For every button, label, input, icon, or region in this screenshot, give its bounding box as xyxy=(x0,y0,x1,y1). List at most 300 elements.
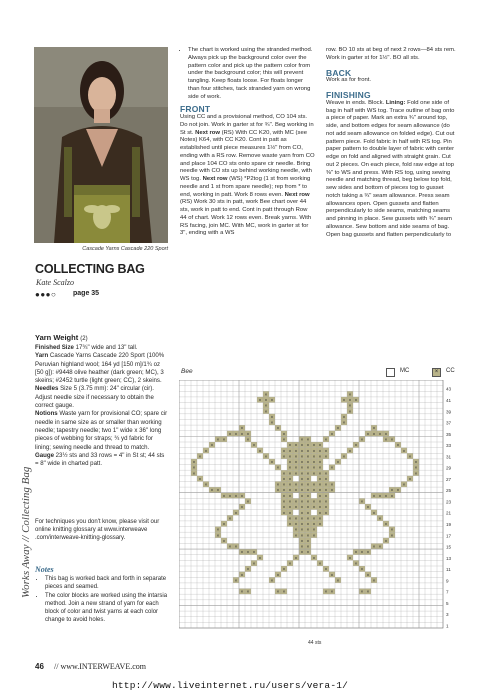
chart-cc-mark: × xyxy=(288,448,292,454)
chart-cc-mark: × xyxy=(240,589,244,595)
chart-cc-mark: × xyxy=(294,487,298,493)
chart-cc-mark: × xyxy=(312,521,316,527)
chart-cc-mark: × xyxy=(312,555,316,561)
chart-cc-mark: × xyxy=(300,538,304,544)
chart-cc-mark: × xyxy=(348,555,352,561)
chart-cc-mark: × xyxy=(306,515,310,521)
chart-cc-mark: × xyxy=(306,465,310,471)
chart-cc-mark: × xyxy=(288,476,292,482)
chart-cc-mark: × xyxy=(414,470,418,476)
chart-cc-mark: × xyxy=(378,515,382,521)
chart-cc-mark: × xyxy=(372,544,376,550)
chart-cc-mark: × xyxy=(330,572,334,578)
chart-row-label: 39 xyxy=(446,409,452,415)
chart-cc-mark: × xyxy=(282,476,286,482)
techniques-note: For techniques you don't know, please visit our online knitting glossary at www.interweave .com/interweave-knitting-glossary. xyxy=(35,519,160,541)
chart-cc-mark: × xyxy=(318,521,322,527)
chart-cc-mark: × xyxy=(324,482,328,488)
chart-cc-mark: × xyxy=(324,453,328,459)
finishing-instructions xyxy=(326,100,458,240)
chart-cc-mark: × xyxy=(282,487,286,493)
chart-cc-mark: × xyxy=(288,442,292,448)
spec-text: 17¾" wide and 13" tall. xyxy=(73,344,138,351)
chart-cc-mark: × xyxy=(288,493,292,499)
chart-row-label: 17 xyxy=(446,533,452,539)
yarn-weight-icon: (2) xyxy=(80,336,88,342)
chart-cc-mark: × xyxy=(222,493,226,499)
finishing-heading: FINISHING xyxy=(326,90,371,100)
chart-cc-mark: × xyxy=(300,448,304,454)
text-run: Using CC and a provisional method, CO 104 sts. Do not join. Work in garter st for ¾". Beg working in St st. xyxy=(180,114,314,136)
chart-cc-mark: × xyxy=(204,482,208,488)
chart-cc-mark: × xyxy=(222,521,226,527)
chart-cc-mark: × xyxy=(312,453,316,459)
text-run: Fold one side of bag in half with WS tog. Trace outline of bag onto a piece of paper. Mark an extra ¾" around top, side, and bottom edges for seam allowance (do not add seam allowance on folded edge). Cut out pattern piece. Fold fabric in half with RS tog. Pin paper pattern to double layer of fabric with center edge on fold and aligned with straight grain. Cut out 2 pieces. On each piece, fold raw edge at top ⅜" to WS and press. With RS tog, using sewing needle and matching thread, beg below top fold, sew sides and bottom of pieces tog to gusset notch taking a ¾" seam allowance. Press seam allowances open. Open gussets and flatten perpendicularly to side seams, matching seams and pinning in place. Sew gussets with ¾" seam allowance. Sew bottom and side seams of bag. Open bag gussets and flatten perpendicularly to xyxy=(326,99,455,238)
chart-cc-mark: × xyxy=(216,527,220,533)
chart-cc-mark: × xyxy=(300,470,304,476)
chart-cc-mark: × xyxy=(228,493,232,499)
chart-cc-mark: × xyxy=(354,560,358,566)
chart-cc-mark: × xyxy=(216,487,220,493)
spec-item xyxy=(35,344,169,352)
chart-cc-mark: × xyxy=(330,589,334,595)
legend-cc-swatch: × xyxy=(432,368,441,377)
chart-cc-mark: × xyxy=(282,493,286,499)
emphasis-run: Next row xyxy=(202,176,228,182)
chart-cc-mark: × xyxy=(228,515,232,521)
chart-cc-mark: × xyxy=(282,589,286,595)
chart-cc-mark: × xyxy=(288,498,292,504)
chart-cc-mark: × xyxy=(312,459,316,465)
chart-row-label: 13 xyxy=(446,555,452,561)
chart-cc-mark: × xyxy=(204,448,208,454)
chart-cc-mark: × xyxy=(282,566,286,572)
chart-cc-mark: × xyxy=(312,442,316,448)
chart-row-label: 23 xyxy=(446,499,452,505)
chart-cc-mark: × xyxy=(240,425,244,431)
chart-cc-mark: × xyxy=(300,527,304,533)
chart-cc-mark: × xyxy=(342,414,346,420)
chart-cc-mark: × xyxy=(372,431,376,437)
chart-row-label: 9 xyxy=(446,578,449,584)
chart-cc-mark: × xyxy=(270,459,274,465)
yarn-weight-label: Yarn Weight xyxy=(35,333,79,342)
chart-cc-mark: × xyxy=(390,532,394,538)
chart-cc-mark: × xyxy=(294,504,298,510)
chart-cc-mark: × xyxy=(270,420,274,426)
column-3 xyxy=(326,47,458,239)
chart-cc-mark: × xyxy=(228,544,232,550)
chart-cc-mark: × xyxy=(264,397,268,403)
chart-cc-mark: × xyxy=(312,515,316,521)
chart-cc-mark: × xyxy=(246,431,250,437)
spec-text: Waste yarn for provisional CO; spare cir needle in same size as or smaller than working needle; tapestry needle; two 1" wide x 36" long pieces of webbing for straps; ¾ yd fabric for lining; sewing needle and thread to match. xyxy=(35,410,168,451)
chart-cc-mark: × xyxy=(390,436,394,442)
spec-text: Cascade Yarns Cascade 220 Sport (100% Peruvian highland wool; 164 yd [150 m]/1¾ oz [50 g]): #9448 olive heather (dark green; MC), 3 skeins; #2452 turtle (light green; CC), 2 skeins. xyxy=(35,352,165,385)
chart-cc-mark: × xyxy=(306,487,310,493)
text-run: (RS) With CC K20, with MC (see Notes) K64, with CC K20. Cont in patt as established until piece measures 1½" from CO, ending with a RS row. Remove waste yarn from CO and place 104 CO sts onto spare cir needle. Bring needle with CO sts up behind working needle, with WS tog. xyxy=(180,129,315,182)
chart-cc-mark: × xyxy=(384,431,388,437)
chart-cc-mark: × xyxy=(288,515,292,521)
chart-cc-mark: × xyxy=(348,391,352,397)
difficulty-rating: ●●●○ xyxy=(35,290,57,299)
chart-cc-mark: × xyxy=(324,487,328,493)
chart-cc-mark: × xyxy=(234,510,238,516)
chart-cc-mark: × xyxy=(366,572,370,578)
chart-cc-mark: × xyxy=(300,498,304,504)
chart-cc-mark: × xyxy=(390,493,394,499)
chart-cc-mark: × xyxy=(300,493,304,499)
chart-cc-mark: × xyxy=(294,527,298,533)
chart-note-bullet: • The chart is worked using the stranded method. Always pick up the background color over the pattern color and pick up the pattern color from under the background color; this will prevent tangling. Keep floats loose. For floats longer than four stitches, tack stranded yarn on wrong side of work. xyxy=(188,47,315,101)
chart-cc-mark: × xyxy=(372,493,376,499)
chart-cc-mark: × xyxy=(330,487,334,493)
chart-cc-mark: × xyxy=(318,453,322,459)
chart-cc-mark: × xyxy=(294,498,298,504)
chart-cc-mark: × xyxy=(264,408,268,414)
chart-cc-mark: × xyxy=(300,453,304,459)
chart-cc-mark: × xyxy=(378,431,382,437)
chart-cc-mark: × xyxy=(240,431,244,437)
chart-cc-mark: × xyxy=(282,431,286,437)
chart-cc-mark: × xyxy=(312,504,316,510)
chart-row-label: 37 xyxy=(446,420,452,426)
chart-cc-mark: × xyxy=(348,408,352,414)
chart-cc-mark: × xyxy=(282,470,286,476)
chart-cc-mark: × xyxy=(318,515,322,521)
chart-row-label: 7 xyxy=(446,589,449,595)
text-run: Weave in ends. Block. xyxy=(326,99,386,106)
notes-list xyxy=(35,576,169,626)
chart-cc-mark: × xyxy=(300,436,304,442)
chart-cc-mark: × xyxy=(312,470,316,476)
emphasis-run: Lining: xyxy=(385,99,406,106)
chart-cc-mark: × xyxy=(306,459,310,465)
chart-cc-mark: × xyxy=(342,453,346,459)
chart-cc-mark: × xyxy=(378,493,382,499)
chart-cc-mark: × xyxy=(306,527,310,533)
spec-text: 23½ sts and 33 rows = 4" in St st; 44 sts = 8" wide in charted patt. xyxy=(35,451,165,468)
chart-cc-mark: × xyxy=(294,448,298,454)
chart-cc-mark: × xyxy=(240,549,244,555)
side-tab-label: Works Away // Collecting Bag xyxy=(20,466,32,598)
chart-cc-mark: × xyxy=(384,436,388,442)
chart-row-label: 33 xyxy=(446,443,452,449)
chart-cc-mark: × xyxy=(282,510,286,516)
footer-page-number: 46 xyxy=(35,662,44,671)
chart-cc-mark: × xyxy=(222,436,226,442)
chart-cc-mark: × xyxy=(300,504,304,510)
chart-title: Bee xyxy=(181,368,193,375)
chart-row-label: 19 xyxy=(446,521,452,527)
chart-cc-mark: × xyxy=(240,493,244,499)
chart-cc-mark: × xyxy=(402,448,406,454)
chart-cc-mark: × xyxy=(282,498,286,504)
chart-cc-mark: × xyxy=(330,465,334,471)
chart-cc-mark: × xyxy=(342,397,346,403)
chart-cc-mark: × xyxy=(306,448,310,454)
chart-cc-mark: × xyxy=(366,504,370,510)
chart-cc-mark: × xyxy=(306,538,310,544)
chart-cc-mark: × xyxy=(360,436,364,442)
chart-cc-mark: × xyxy=(318,482,322,488)
chart-cc-mark: × xyxy=(210,442,214,448)
chart-cc-mark: × xyxy=(312,532,316,538)
chart-cc-mark: × xyxy=(354,442,358,448)
chart-cc-mark: × xyxy=(402,482,406,488)
chart-cc-mark: × xyxy=(216,532,220,538)
chart-footer: 44 sts xyxy=(308,640,322,646)
chart-cc-mark: × xyxy=(330,431,334,437)
chart-cc-mark: × xyxy=(282,448,286,454)
specs-list xyxy=(35,344,169,468)
chart-cc-mark: × xyxy=(318,442,322,448)
chart-cc-mark: × xyxy=(324,510,328,516)
chart-cc-mark: × xyxy=(300,549,304,555)
chart-cc-mark: × xyxy=(324,498,328,504)
model-photo xyxy=(34,47,168,243)
chart-cc-mark: × xyxy=(318,448,322,454)
chart-cc-mark: × xyxy=(282,482,286,488)
chart-cc-mark: × xyxy=(246,566,250,572)
chart-cc-mark: × xyxy=(318,476,322,482)
notes-heading: Notes xyxy=(35,565,54,574)
chart-cc-mark: × xyxy=(210,487,214,493)
chart-cc-mark: × xyxy=(396,442,400,448)
chart-cc-mark: × xyxy=(324,448,328,454)
chart-cc-mark: × xyxy=(300,442,304,448)
chart-cc-mark: × xyxy=(234,577,238,583)
chart-cc-mark: × xyxy=(306,470,310,476)
page-reference: page 35 xyxy=(73,290,100,297)
chart-cc-mark: × xyxy=(252,549,256,555)
chart-cc-mark: × xyxy=(318,498,322,504)
emphasis-run: Next row xyxy=(284,191,310,198)
chart-cc-mark: × xyxy=(312,482,316,488)
spec-label: Finished Size xyxy=(35,344,74,351)
chart-cc-mark: × xyxy=(294,465,298,471)
legend-mc-label: MC xyxy=(400,368,410,374)
chart-cc-mark: × xyxy=(192,459,196,465)
chart-cc-mark: × xyxy=(324,566,328,572)
chart-cc-mark: × xyxy=(258,448,262,454)
chart-cc-mark: × xyxy=(288,487,292,493)
chart-cc-mark: × xyxy=(294,482,298,488)
chart-cc-mark: × xyxy=(372,510,376,516)
spec-item xyxy=(35,452,169,469)
chart-cc-mark: × xyxy=(354,549,358,555)
chart-cc-mark: × xyxy=(288,470,292,476)
chart-cc-mark: × xyxy=(288,465,292,471)
chart-cc-mark: × xyxy=(318,510,322,516)
back-heading: BACK xyxy=(326,67,352,78)
spec-item xyxy=(35,410,169,451)
chart-cc-mark: × xyxy=(312,465,316,471)
chart-cc-mark: × xyxy=(276,572,280,578)
chart-row-label: 15 xyxy=(446,544,452,550)
spec-label: Yarn xyxy=(35,352,49,360)
watermark-url: http://www.liveinternet.ru/users/vera-1/ xyxy=(112,680,349,691)
chart-cc-mark: × xyxy=(270,414,274,420)
chart-cc-mark: × xyxy=(384,493,388,499)
chart-cc-mark: × xyxy=(294,521,298,527)
chart-cc-mark: × xyxy=(240,572,244,578)
chart-row-label: 25 xyxy=(446,488,452,494)
chart-row-label: 41 xyxy=(446,397,452,403)
column-2 xyxy=(180,47,315,238)
chart-cc-mark: × xyxy=(198,453,202,459)
chart-cc-mark: × xyxy=(384,538,388,544)
chart-cc-mark: × xyxy=(318,504,322,510)
model-photo-illustration xyxy=(34,47,168,243)
chart-cc-mark: × xyxy=(282,436,286,442)
chart-cc-mark: × xyxy=(192,470,196,476)
chart-cc-mark: × xyxy=(354,397,358,403)
chart-cc-mark: × xyxy=(324,504,328,510)
chart-cc-mark: × xyxy=(288,459,292,465)
chart-cc-mark: × xyxy=(276,465,280,471)
chart-cc-mark: × xyxy=(300,521,304,527)
chart-cc-mark: × xyxy=(258,397,262,403)
chart-cc-mark: × xyxy=(318,493,322,499)
chart-cc-mark: × xyxy=(288,482,292,488)
chart-cc-mark: × xyxy=(348,448,352,454)
chart-cc-mark: × xyxy=(300,510,304,516)
spec-text: Size 5 (3.75 mm): 24" circular (cir). Adjust needle size if necessary to obtain the correct gauge. xyxy=(35,385,154,410)
chart-cc-mark: × xyxy=(306,549,310,555)
chart-cc-mark: × xyxy=(288,504,292,510)
chart-cc-mark: × xyxy=(288,521,292,527)
chart-cc-mark: × xyxy=(276,589,280,595)
chart-cc-mark: × xyxy=(312,448,316,454)
chart-cc-mark: × xyxy=(318,459,322,465)
spec-label: Notions xyxy=(35,410,58,418)
yarn-weight-heading xyxy=(35,333,88,342)
front-heading: FRONT xyxy=(180,104,211,115)
chart-cc-mark: × xyxy=(294,470,298,476)
chart-cc-mark: × xyxy=(246,436,250,442)
chart-cc-mark: × xyxy=(312,498,316,504)
chart-cc-mark: × xyxy=(294,555,298,561)
chart-cc-mark: × xyxy=(336,577,340,583)
chart-cc-mark: × xyxy=(324,476,328,482)
chart-cc-mark: × xyxy=(216,436,220,442)
chart-cc-mark: × xyxy=(396,487,400,493)
chart-cc-mark: × xyxy=(324,436,328,442)
chart-cc-mark: × xyxy=(306,493,310,499)
chart-cc-mark: × xyxy=(246,498,250,504)
chart-cc-mark: × xyxy=(264,453,268,459)
chart-row-label: 3 xyxy=(446,612,449,618)
front-continued: row. BO 10 sts at beg of next 2 rows—84 sts rem. Work in garter st for 1½". BO all sts. xyxy=(326,47,456,61)
chart-cc-mark: × xyxy=(276,487,280,493)
legend-mc-swatch xyxy=(386,368,395,377)
chart-cc-mark: × xyxy=(336,425,340,431)
chart-cc-mark: × xyxy=(414,459,418,465)
chart-row-label: 5 xyxy=(446,600,449,606)
chart-cc-mark: × xyxy=(318,487,322,493)
chart-cc-mark: × xyxy=(318,470,322,476)
chart-cc-mark: × xyxy=(414,465,418,471)
chart-cc-mark: × xyxy=(306,453,310,459)
chart-cc-mark: × xyxy=(306,476,310,482)
chart-cc-mark: × xyxy=(324,493,328,499)
chart-cc-mark: × xyxy=(294,532,298,538)
chart-cc-mark: × xyxy=(312,527,316,533)
chart-cc-mark: × xyxy=(372,577,376,583)
chart-cc-mark: × xyxy=(366,549,370,555)
chart-cc-mark: × xyxy=(246,589,250,595)
chart-cc-mark: × xyxy=(228,431,232,437)
chart-cc-mark: × xyxy=(300,515,304,521)
spec-label: Needles xyxy=(35,385,59,393)
chart-row-label: 31 xyxy=(446,454,452,460)
chart-cc-mark: × xyxy=(258,555,262,561)
section-side-tab xyxy=(2,268,32,608)
chart-cc-mark: × xyxy=(342,420,346,426)
chart-cc-mark: × xyxy=(300,465,304,471)
note-item: • This bag is worked back and forth in separate pieces and seamed. xyxy=(45,576,169,591)
pattern-title: COLLECTING BAG xyxy=(35,262,145,276)
legend-cc-label: CC xyxy=(446,368,455,374)
chart-row-label: 35 xyxy=(446,431,452,437)
chart-cc-mark: × xyxy=(330,482,334,488)
chart-cc-mark: × xyxy=(288,453,292,459)
chart-cc-mark: × xyxy=(276,425,280,431)
chart-cc-mark: × xyxy=(300,459,304,465)
chart-cc-mark: × xyxy=(282,504,286,510)
chart-cc-mark: × xyxy=(192,465,196,471)
chart-cc-mark: × xyxy=(366,431,370,437)
text-run: (WS) *P2tog (1 st from working needle and 1 st from spare needle); rep from * to end, working in patt. Work 8 rows even. xyxy=(180,176,311,198)
chart-cc-mark: × xyxy=(348,403,352,409)
chart-cc-mark: × xyxy=(240,504,244,510)
chart-cc-mark: × xyxy=(390,487,394,493)
chart-cc-mark: × xyxy=(306,532,310,538)
chart-cc-mark: × xyxy=(306,504,310,510)
chart-cc-mark: × xyxy=(234,544,238,550)
chart-cc-mark: × xyxy=(306,482,310,488)
chart-cc-mark: × xyxy=(360,549,364,555)
bee-chart xyxy=(179,380,458,634)
chart-cc-mark: × xyxy=(306,521,310,527)
chart-cc-mark: × xyxy=(378,544,382,550)
chart-cc-mark: × xyxy=(222,538,226,544)
spec-label: Gauge xyxy=(35,451,54,459)
chart-cc-mark: × xyxy=(252,442,256,448)
front-instructions xyxy=(180,114,315,238)
chart-cc-mark: × xyxy=(306,544,310,550)
emphasis-run: Next row xyxy=(195,129,220,136)
chart-cc-mark: × xyxy=(360,589,364,595)
chart-cc-mark: × xyxy=(234,493,238,499)
chart-cc-mark: × xyxy=(300,544,304,550)
chart-cc-mark: × xyxy=(252,560,256,566)
chart-cc-mark: × xyxy=(306,498,310,504)
chart-cc-mark: × xyxy=(306,442,310,448)
chart-cc-mark: × xyxy=(360,566,364,572)
chart-cc-mark: × xyxy=(390,527,394,533)
chart-row-label: 11 xyxy=(446,567,451,573)
chart-cc-mark: × xyxy=(270,397,274,403)
chart-cc-mark: × xyxy=(318,465,322,471)
chart-cc-mark: × xyxy=(288,510,292,516)
chart-cc-mark: × xyxy=(264,403,268,409)
chart-cc-mark: × xyxy=(306,510,310,516)
chart-cc-mark: × xyxy=(366,589,370,595)
chart-cc-mark: × xyxy=(246,549,250,555)
chart-cc-mark: × xyxy=(294,442,298,448)
